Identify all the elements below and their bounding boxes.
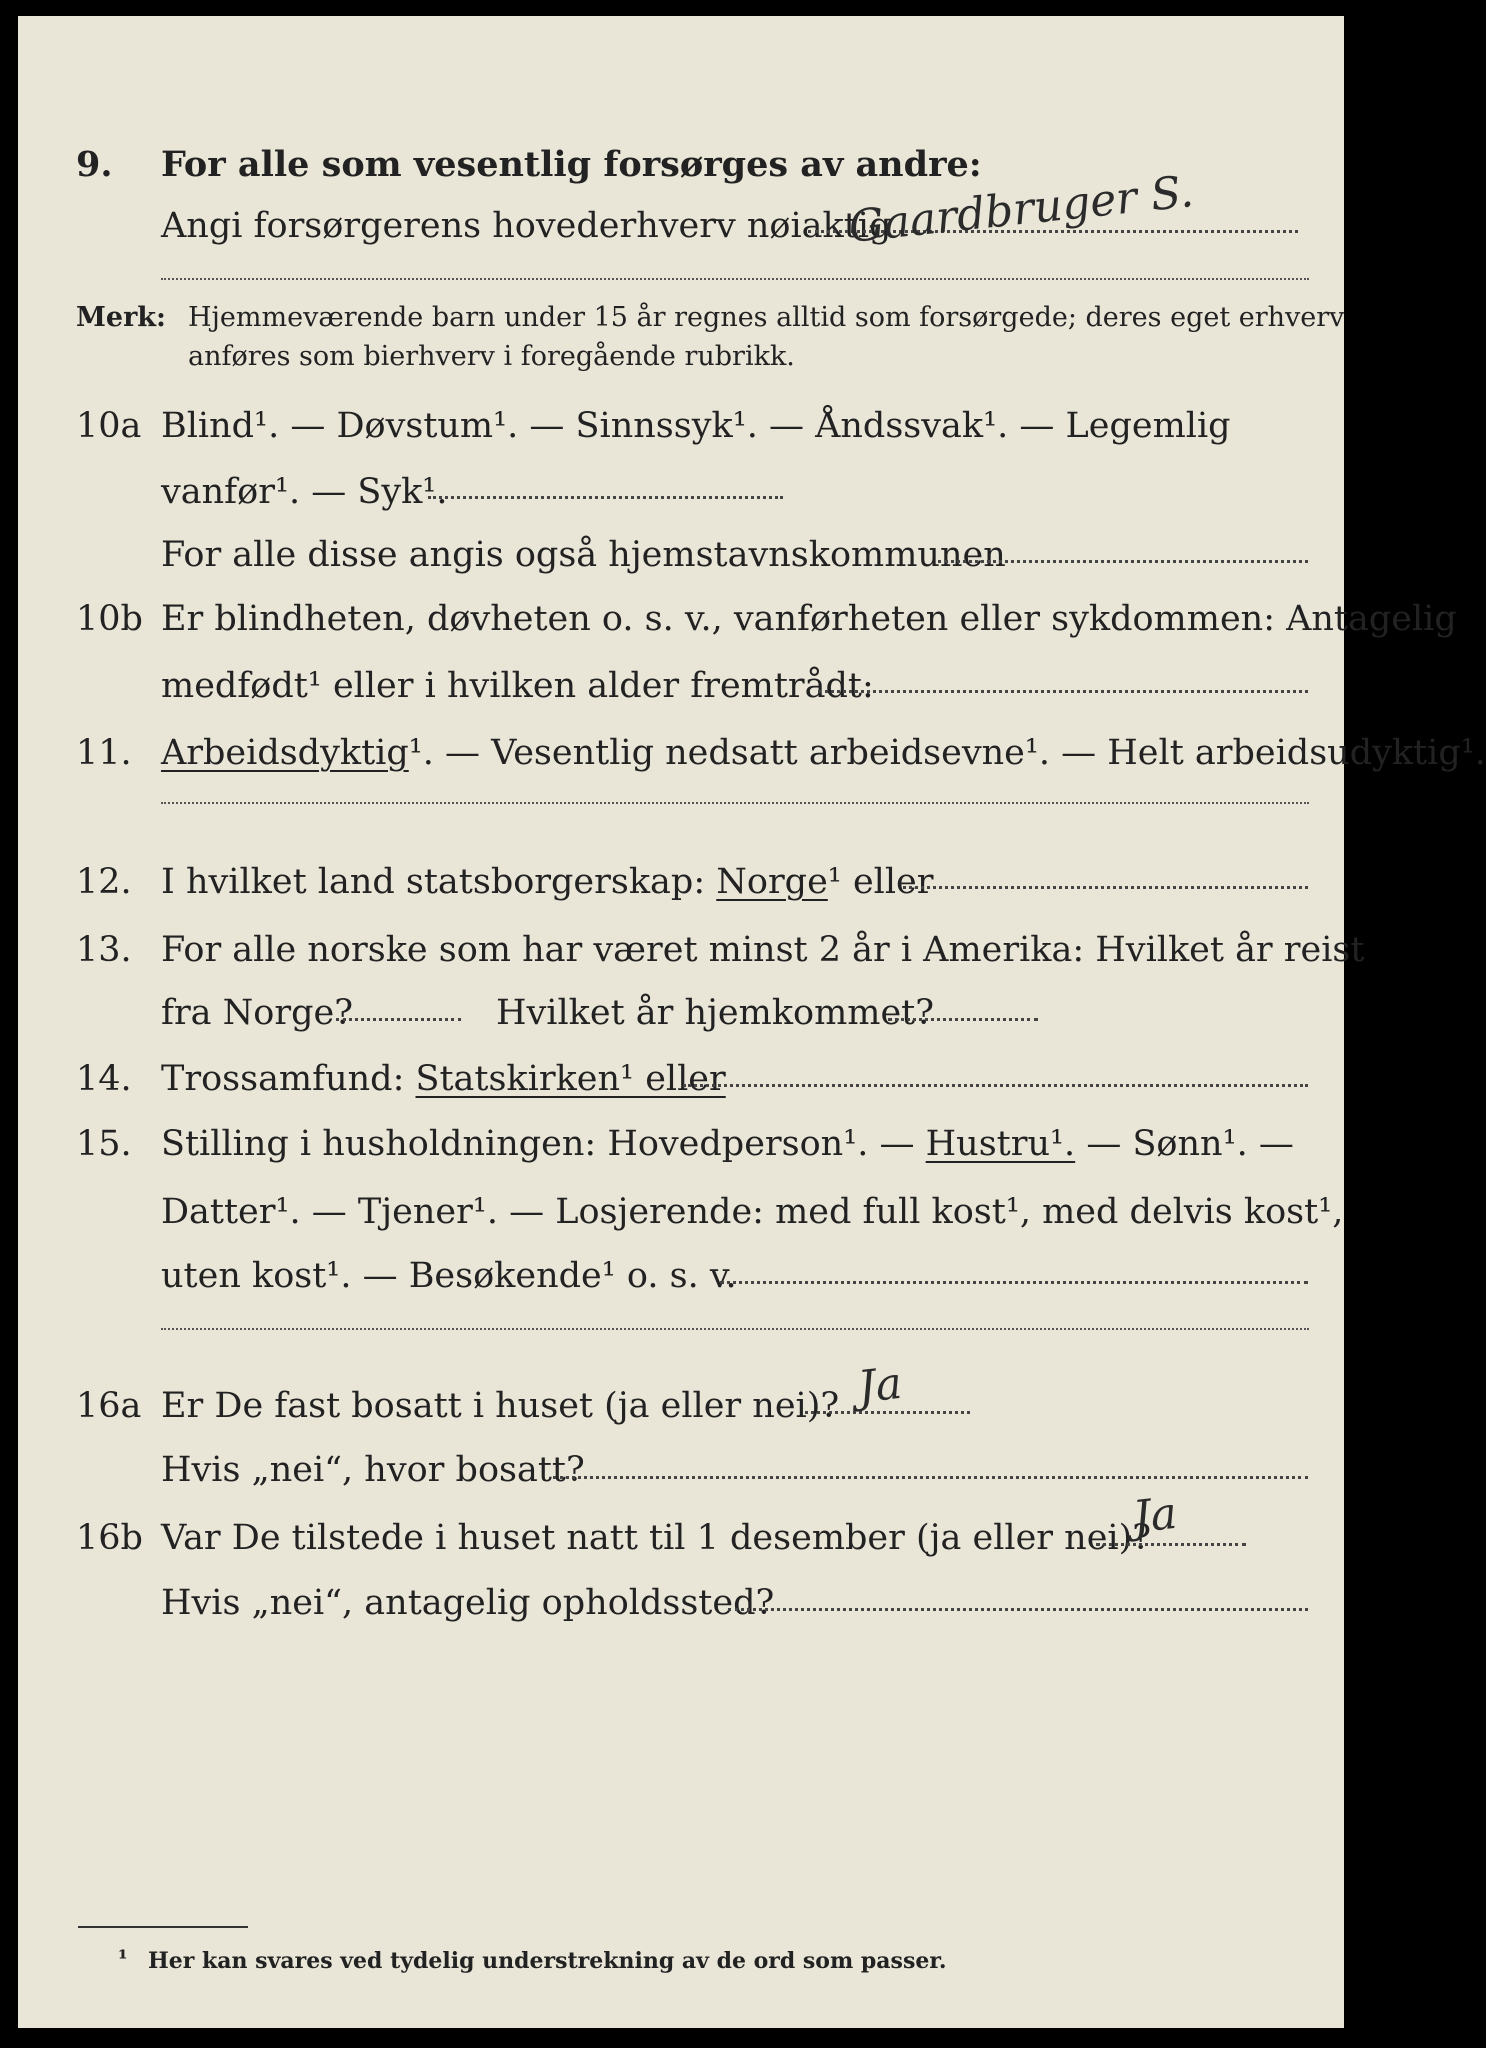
q10a-number: 10a — [76, 406, 142, 446]
q12-number: 12. — [76, 862, 132, 902]
q15-line-3: uten kost¹. — Besøkende¹ o. s. v. — [161, 1256, 737, 1296]
q16a-number: 16a — [76, 1386, 142, 1426]
separator-line — [161, 1328, 1309, 1330]
q11-underlined-answer: Arbeidsdyktig — [161, 733, 409, 773]
merk-label: Merk: — [76, 302, 166, 333]
q16b-answer-line[interactable] — [1096, 1543, 1246, 1546]
q9-prompt: Angi forsørgerens hovederhverv nøiaktig — [161, 206, 892, 246]
q15-line-1b: — Sønn¹. — — [1086, 1124, 1294, 1164]
q15-line-1 — [161, 1124, 1294, 1164]
q13-line-2b: Hvilket år hjemkommet? — [496, 993, 935, 1033]
q14-line — [161, 1059, 726, 1099]
q13-line-2a: fra Norge? — [161, 993, 353, 1033]
q16b-number: 16b — [76, 1518, 143, 1558]
q15-line-1a: Stilling i husholdningen: Hovedperson¹. — — [161, 1124, 915, 1164]
q10b-line-2: medfødt¹ eller i hvilken alder fremtrådt: — [161, 666, 874, 706]
q10a-line-1: Blind¹. — Døvstum¹. — Sinnssyk¹. — Åndssvak¹. — Legemlig — [161, 406, 1231, 446]
q13-line-1: For alle norske som har været minst 2 år i Amerika: Hvilket år reist — [161, 930, 1365, 970]
footnote-mark: ¹ — [118, 1946, 128, 1972]
q12-line — [161, 862, 934, 902]
q9-handwritten-answer: Gaardbruger S. — [846, 166, 1196, 253]
q16b-line-1: Var De tilstede i huset natt til 1 desember (ja eller nei)? — [161, 1518, 1152, 1558]
merk-line-1: Hjemmeværende barn under 15 år regnes alltid som forsørgede; deres eget erhverv — [188, 302, 1345, 333]
q16a-handwritten-answer: Ja — [855, 1357, 905, 1414]
q10b-line-1: Er blindheten, døvheten o. s. v., vanførheten eller sykdommen: Antagelig — [161, 599, 1457, 639]
q12-answer-line[interactable] — [903, 886, 1308, 889]
q9-number: 9. — [76, 144, 113, 185]
q14-number: 14. — [76, 1059, 132, 1099]
q10a-line-3: For alle disse angis også hjemstavnskommunen — [161, 535, 1006, 575]
footnote-rule — [78, 1926, 248, 1928]
q12-prompt: I hvilket land statsborgerskap: — [161, 862, 706, 902]
q11-line — [161, 733, 1486, 773]
footnote-text: Her kan svares ved tydelig understrekning av de ord som passer. — [148, 1948, 947, 1974]
merk-line-2: anføres som bierhverv i foregående rubrikk. — [188, 341, 795, 372]
separator-line — [161, 802, 1309, 804]
q13-left-year-line[interactable] — [336, 1018, 461, 1021]
q16a-where-line[interactable] — [553, 1476, 1308, 1479]
q10a-municipality-line[interactable] — [938, 560, 1308, 563]
q10a-answer-line[interactable] — [428, 496, 783, 499]
q12-post: ¹ eller — [827, 862, 934, 902]
q11-number: 11. — [76, 733, 132, 773]
q14-answer-line[interactable] — [683, 1084, 1308, 1087]
q15-answer-line[interactable] — [720, 1281, 1308, 1284]
q16a-line-1: Er De fast bosatt i huset (ja eller nei)? — [161, 1386, 840, 1426]
q16a-line-2: Hvis „nei“, hvor bosatt? — [161, 1450, 585, 1490]
q16b-handwritten-answer: Ja — [1130, 1487, 1180, 1544]
q16b-line-2: Hvis „nei“, antagelig opholdssted? — [161, 1583, 775, 1623]
q13-return-year-line[interactable] — [888, 1018, 1038, 1021]
q11-rest: ¹. — Vesentlig nedsatt arbeidsevne¹. — Helt arbeidsudyktig¹. — [408, 733, 1486, 773]
q10b-number: 10b — [76, 599, 143, 639]
q13-number: 13. — [76, 930, 132, 970]
census-form-page — [18, 16, 1486, 2028]
q10b-answer-line[interactable] — [818, 690, 1308, 693]
q15-underlined-answer: Hustru¹. — [925, 1124, 1076, 1164]
q9-heading: For alle som vesentlig forsørges av andre: — [161, 144, 982, 185]
q16b-location-line[interactable] — [728, 1608, 1308, 1611]
q14-prompt: Trossamfund: — [161, 1059, 405, 1099]
q10a-line-2: vanfør¹. — Syk¹. — [161, 472, 448, 512]
q14-underlined-answer: Statskirken¹ eller — [415, 1059, 726, 1099]
q16a-answer-line[interactable] — [805, 1411, 970, 1414]
q15-line-2: Datter¹. — Tjener¹. — Losjerende: med full kost¹, med delvis kost¹, — [161, 1192, 1344, 1232]
q12-underlined-answer: Norge — [716, 862, 828, 902]
separator-line — [161, 278, 1309, 280]
q15-number: 15. — [76, 1124, 132, 1164]
